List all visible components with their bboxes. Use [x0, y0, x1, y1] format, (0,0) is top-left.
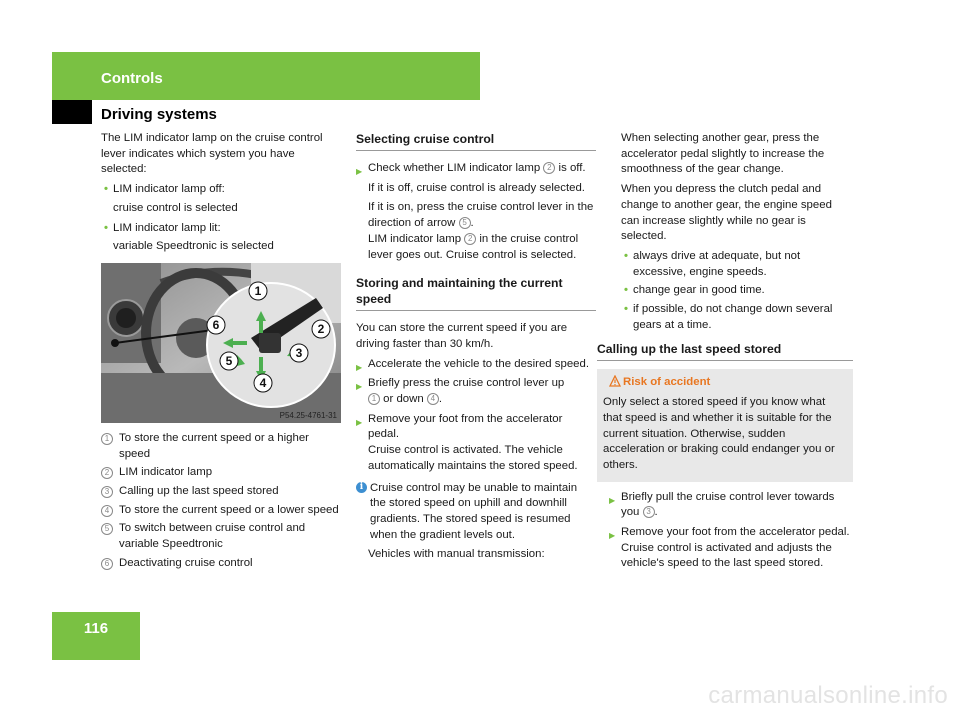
gear-change-text: When selecting another gear, press the accelerator pedal slightly to increase the smoothness of the gear change.	[621, 132, 825, 176]
image-code: P54.25-4761-31	[279, 410, 337, 420]
header-section-title: Controls	[101, 70, 163, 87]
legend-text-5: To switch between cruise control and variable Speedtronic	[119, 522, 306, 551]
step-check-lim-lamp-text: Check whether LIM indicator lamp	[368, 162, 541, 174]
lamp-off-text: If it is off, cruise control is already selected.	[368, 181, 585, 194]
step-press-lever-text: Briefly press the cruise control lever up	[368, 377, 565, 390]
lamp-goes-out-text-a: LIM indicator lamp	[368, 232, 462, 245]
lamp-on-text	[356, 200, 596, 263]
legend-number-1: 1	[101, 433, 113, 445]
lim-intro: The LIM indicator lamp on the cruise control lever indicates which system you have selected:	[101, 132, 323, 176]
step-press-lever-or: or down	[383, 393, 424, 406]
info-note-text: Cruise control may be unable to maintain the stored speed on uphill and downhill gradients. The stored speed is resumed when the gradient levels out.	[370, 481, 578, 541]
bullet-lim-lit-detail: variable Speedtronic is selected	[113, 240, 274, 253]
step-remove-foot-2-result: Cruise control is activated and adjusts the vehicle's speed to the last speed stored.	[621, 541, 832, 570]
info-icon: i	[356, 482, 367, 493]
header-tab-block	[52, 100, 92, 124]
storing-intro: You can store the current speed if you are driving faster than 30 km/h.	[356, 322, 568, 350]
manual-transmission-label: Vehicles with manual transmission:	[368, 548, 545, 561]
step-pull-lever-text: Briefly pull the cruise control lever towards you	[621, 490, 835, 519]
page-number-box	[52, 612, 140, 660]
ref-number-5: 5	[459, 217, 471, 229]
callout-1: 1	[254, 283, 262, 298]
ref-number-3: 3	[643, 506, 655, 518]
ref-number-2b: 2	[464, 233, 476, 245]
warning-text: Only select a stored speed if you know what that speed is and whether it is suitable for the current situation. Otherwise, sudden acceleration or braking could endanger you or others.	[603, 396, 835, 471]
column-3	[597, 131, 853, 576]
legend-text-1: To store the current speed or a higher speed	[119, 431, 309, 460]
page-number: 116	[83, 620, 109, 637]
step-remove-foot	[356, 412, 596, 475]
legend-text-2: LIM indicator lamp	[119, 466, 213, 479]
heading-storing-speed: Storing and maintaining the current speed	[356, 275, 596, 311]
lamp-on-text-end: .	[470, 217, 474, 230]
warning-title-text: Risk of accident	[623, 376, 711, 389]
lamp-goes-out-text-b: in the cruise control lever goes out. Cruise control is selected.	[368, 232, 579, 261]
legend-item-1	[101, 431, 341, 462]
info-note	[356, 481, 596, 544]
ref-number-1: 1	[368, 393, 380, 405]
bullet-lim-off: • LIM indicator lamp off:	[101, 182, 341, 198]
heading-calling-up-speed: Calling up the last speed stored	[597, 341, 853, 361]
legend-item-5	[101, 521, 341, 552]
step-pull-lever	[609, 490, 853, 521]
header-subsection-title: Driving systems	[101, 106, 217, 123]
step-accelerate: ▶ Accelerate the vehicle to the desired speed.	[356, 357, 596, 373]
legend-number-2: 2	[101, 467, 113, 479]
warning-box	[597, 369, 853, 481]
legend-number-3: 3	[101, 486, 113, 498]
bullet-change-gear: • change gear in good time.	[621, 283, 853, 299]
callout-6: 6	[212, 317, 220, 332]
step-check-lim-lamp-end: is off.	[558, 162, 586, 174]
callout-5: 5	[225, 353, 233, 368]
lamp-on-text-main: If it is on, press the cruise control lever in the direction of arrow	[368, 201, 594, 230]
clutch-text: When you depress the clutch pedal and change to another gear, the engine speed can increase slightly while no gear is selected.	[621, 183, 832, 243]
step-remove-foot-2-text: Remove your foot from the accelerator pedal.	[621, 526, 850, 539]
step-check-lim-lamp	[356, 161, 596, 177]
legend-number-6: 6	[101, 558, 113, 570]
column-2	[356, 131, 596, 567]
legend-text-4: To store the current speed or a lower speed	[119, 503, 339, 516]
warning-triangle-icon	[609, 375, 621, 387]
legend-item-4	[101, 503, 341, 519]
step-remove-foot-2	[609, 525, 853, 572]
watermark: carmanualsonline.info	[708, 682, 948, 709]
callout-2: 2	[317, 321, 325, 336]
ref-number-2: 2	[543, 162, 555, 174]
legend-text-3: Calling up the last speed stored	[119, 485, 279, 498]
step-pull-lever-end: .	[654, 506, 658, 519]
ref-number-4: 4	[427, 393, 439, 405]
bullet-lim-off-detail: cruise control is selected	[113, 201, 238, 214]
step-remove-foot-text: Remove your foot from the accelerator pedal.	[368, 412, 563, 441]
legend-item-3	[101, 484, 341, 500]
step-remove-foot-result: Cruise control is activated. The vehicle automatically maintains the stored speed.	[368, 444, 578, 472]
bullet-change-down: • if possible, do not change down several gears at a time.	[621, 302, 853, 333]
legend-text-6: Deactivating cruise control	[119, 556, 253, 569]
step-press-lever	[356, 376, 596, 407]
callout-4: 4	[259, 375, 267, 390]
legend-item-2	[101, 465, 341, 481]
cruise-control-lever-photo	[101, 263, 341, 423]
column-1	[101, 131, 341, 575]
heading-selecting-cruise-control: Selecting cruise control	[356, 131, 596, 151]
callout-3: 3	[295, 345, 303, 360]
bullet-adequate-speeds: • always drive at adequate, but not excessive, engine speeds.	[621, 249, 853, 280]
cruise-control-lever-illustration	[101, 263, 341, 423]
step-press-lever-end: .	[438, 393, 443, 406]
warning-title	[603, 375, 847, 391]
legend-number-4: 4	[101, 505, 113, 517]
legend-item-6	[101, 556, 341, 572]
legend-number-5: 5	[101, 523, 113, 535]
bullet-lim-lit: • LIM indicator lamp lit:	[101, 221, 341, 237]
